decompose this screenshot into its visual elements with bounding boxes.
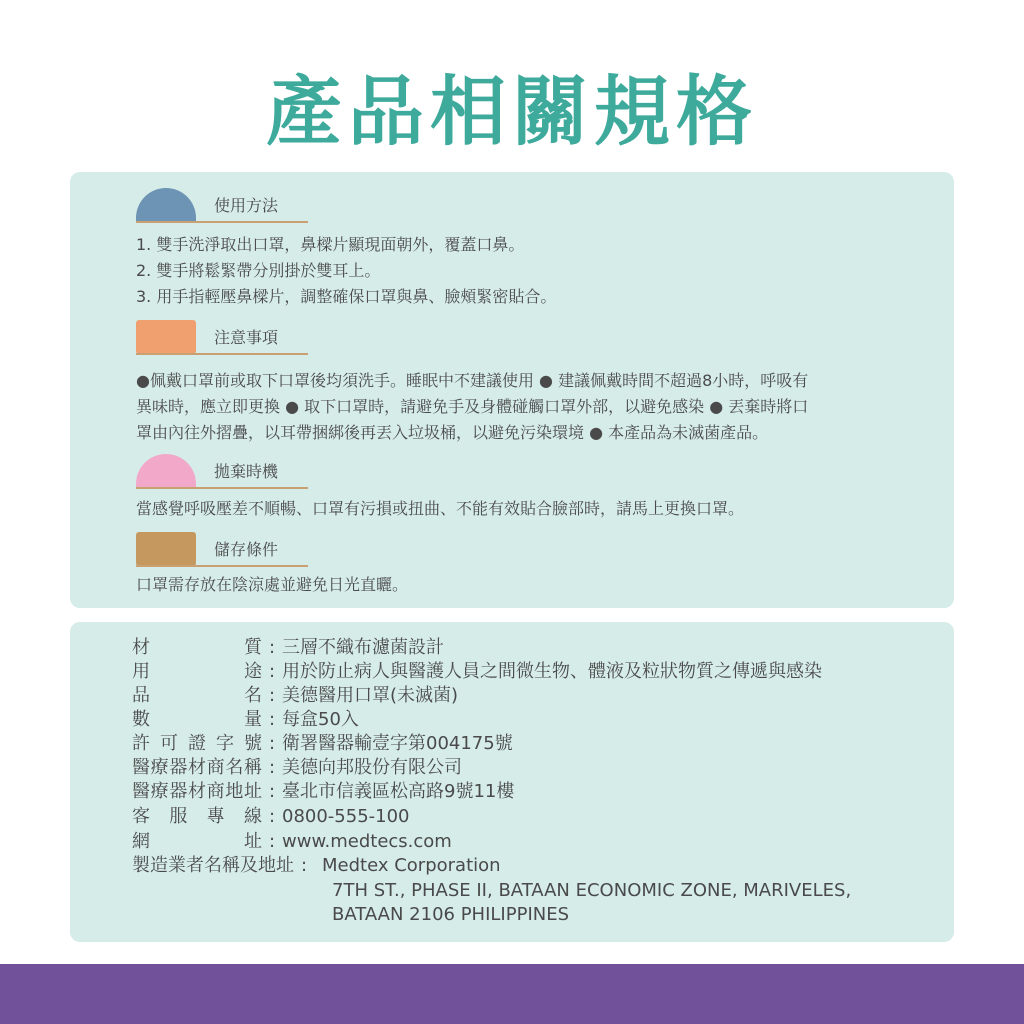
spec-label: 醫療器材商名稱 [132,757,262,778]
spec-row-dealer-name: 醫療器材商名稱 : 美德向邦股份有限公司 [132,757,462,778]
spec-label: 製造業者名稱及地址 [132,855,294,876]
website-link[interactable]: www.medtecs.com [282,831,452,852]
spec-label: 客服專線 [132,806,262,827]
usage-card [70,172,954,608]
disposal-divider [136,487,308,489]
usage-step-1: 1. 雙手洗淨取出口罩，鼻樑片顯現面朝外，覆蓋口鼻。 [136,235,525,254]
storage-text [136,572,916,598]
usage-heading: 使用方法 [214,196,279,215]
usage-instructions [136,232,916,310]
spec-row-purpose: 用途 : 用於防止病人與醫護人員之間微生物、體液及粒狀物質之傳遞與感染 [132,661,822,682]
spec-row-hotline: 客服專線 : 0800-555-100 [132,806,410,827]
spec-label: 用途 [132,661,262,682]
caution-divider [136,353,308,355]
spec-row-product-name: 品名 : 美德醫用口罩(未滅菌) [132,685,459,706]
usage-semicircle-icon [136,188,196,222]
specs-card [70,622,954,942]
storage-divider [136,565,308,567]
spec-row-manufacturer: 製造業者名稱及地址 : Medtex Corporation [132,855,501,876]
spec-label: 品名 [132,685,262,706]
page-title: 產品相關規格 [266,67,758,156]
caution-text [136,368,916,446]
caution-line-2: 異味時，應立即更換 ● 取下口罩時，請避免手及身體碰觸口罩外部，以避免感染 ● 丟棄時將口 [136,397,809,416]
manufacturer-address-line-2: BATAAN 2106 PHILIPPINES [332,904,570,925]
spec-value: 三層不織布濾菌設計 [282,637,444,658]
spec-value: 臺北市信義區松高路9號11樓 [282,781,515,802]
storage-heading: 儲存條件 [214,540,279,559]
spec-value: 美德醫用口罩(未滅菌) [282,685,459,706]
spec-row-website: 網址 : www.medtecs.com [132,831,452,852]
spec-value: 用於防止病人與醫護人員之間微生物、體液及粒狀物質之傳遞與感染 [282,661,822,682]
disposal-semicircle-icon [136,454,196,488]
caution-rect-icon [136,320,196,354]
spec-row-material: 材質 : 三層不織布濾菌設計 [132,637,444,658]
usage-step-2: 2. 雙手將鬆緊帶分別掛於雙耳上。 [136,261,381,280]
caution-line-3: 罩由內往外摺疊，以耳帶捆綁後再丟入垃圾桶，以避免污染環境 ● 本產品為未滅菌產品。 [136,423,769,442]
manufacturer-name: Medtex Corporation [322,855,501,876]
spec-value: 衛署醫器輸壹字第004175號 [282,733,513,754]
footer-bar [0,964,1024,1024]
spec-label: 材質 [132,637,262,658]
spec-row-quantity: 數量 : 每盒50入 [132,709,359,730]
spec-label: 網址 [132,831,262,852]
usage-step-3: 3. 用手指輕壓鼻樑片，調整確保口罩與鼻、臉頰緊密貼合。 [136,287,557,306]
disposal-heading: 拋棄時機 [214,462,279,481]
disposal-text [136,496,916,522]
spec-value: 0800-555-100 [282,806,410,827]
spec-value: 每盒50入 [282,709,359,730]
usage-divider [136,221,308,223]
storage-line: 口罩需存放在陰涼處並避免日光直曬。 [136,575,409,594]
spec-row-dealer-address: 醫療器材商地址 : 臺北市信義區松高路9號11樓 [132,781,515,802]
spec-label: 許可證字號 [132,733,262,754]
manufacturer-address-line-1: 7TH ST., PHASE II, BATAAN ECONOMIC ZONE, MARIVELES, [332,880,852,901]
spec-label: 數量 [132,709,262,730]
storage-rect-icon [136,532,196,566]
spec-label: 醫療器材商地址 [132,781,262,802]
caution-heading: 注意事項 [214,328,279,347]
caution-line-1: ●佩戴口罩前或取下口罩後均須洗手。睡眠中不建議使用 ● 建議佩戴時間不超過8小時，呼吸有 [136,371,809,390]
disposal-line: 當感覺呼吸壓差不順暢、口罩有污損或扭曲、不能有效貼合臉部時，請馬上更換口罩。 [136,499,745,518]
spec-value: 美德向邦股份有限公司 [282,757,462,778]
spec-row-license: 許可證字號 : 衛署醫器輸壹字第004175號 [132,733,513,754]
